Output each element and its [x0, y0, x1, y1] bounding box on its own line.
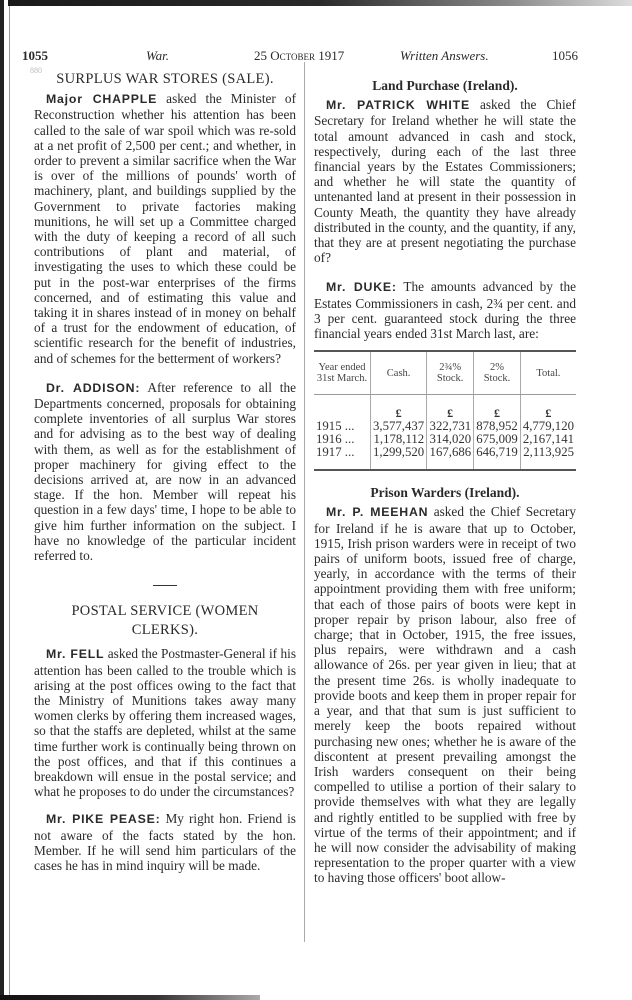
- answer-paragraph: [34, 380, 296, 563]
- section-title-postal-service: POSTAL SERVICE (WOMEN CLERKS).: [71, 603, 259, 639]
- table-cell: 322,731: [427, 420, 474, 433]
- land-purchase-advances-table: [314, 350, 576, 471]
- question-paragraph: [314, 97, 576, 265]
- speaker-name: Mr. PATRICK WHITE: [326, 98, 470, 113]
- question-paragraph: [34, 646, 296, 799]
- column-header-cash: Cash.: [371, 351, 427, 395]
- scan-top-edge: [8, 0, 632, 6]
- table-cell: 4,779,120: [520, 420, 576, 433]
- section-title-surplus-war-stores: SURPLUS WAR STORES (SALE).: [56, 71, 274, 87]
- answer-paragraph: [34, 811, 296, 873]
- column-divider: [304, 62, 305, 942]
- table-cell: £: [520, 395, 576, 421]
- speaker-name: Mr. PIKE PEASE:: [46, 812, 161, 827]
- table-cell: 1915 ...: [316, 419, 355, 434]
- table-cell: 167,686: [427, 446, 474, 470]
- table-cell: £: [474, 395, 521, 421]
- right-running-title: Written Answers.: [400, 48, 489, 63]
- running-header: [22, 48, 622, 68]
- table-cell: £: [371, 395, 427, 421]
- left-column: [34, 72, 296, 882]
- column-header-total: Total.: [520, 351, 576, 395]
- answer-text: The amounts advanced by the Estates Commissioners in cash, 2¾ per cent. and 3 per cent. guaranteed stock during the three financial years ended 31st March last, are:: [314, 279, 576, 342]
- left-running-title: War.: [146, 48, 170, 63]
- column-header-stock-2: 2% Stock.: [474, 351, 521, 395]
- speaker-name: Mr. P. MEEHAN: [326, 505, 429, 520]
- page-margin-line: [9, 6, 10, 1000]
- right-page-number: 1056: [552, 48, 578, 63]
- question-text: asked the Minister of Reconstruction whether his attention has been called to the sale of war spoil which was re-sold at a net profit of 2,500 per cent.; and whether, in order to prevent a similar sacrifice when the War is over of the millions of pounds' worth of machinery, plant, and buildings supplied by the Government to private factories making munitions, he will set up a Committee charged with the duty of keeping a record of all such contributions of plant and material, of investigating the uses to which these could be put in the post-war enterprises of the firms concerned, and of estimating this value and taking it in shares instead of in money on behalf of a trust for the endowment of education, of scientific research for the benefit of industries, and of schemes for the betterment of workers?: [34, 91, 296, 366]
- section-separator: [153, 585, 177, 586]
- question-text: asked the Postmaster-General if his attention has been called to the trouble which is arising at the post offices owing to the fact that the Ministry of Munitions takes away many women clerks by offering them increased wages, so that the staffs are depleted, whilst at the same time further work is continually being thrown on the post offices, and that if this continues a breakdown will ensue in the postal service; and what he proposes to do under the circumstances?: [34, 646, 296, 800]
- answer-text: My right hon. Friend is not aware of the facts stated by the hon. Member. If he will send him particulars of the cases he has in mind inquiry will be made.: [34, 811, 296, 873]
- table-cell: 2,167,141: [520, 433, 576, 446]
- table-cell: 878,952: [474, 420, 521, 433]
- speaker-name: Major CHAPPLE: [46, 92, 158, 107]
- currency-row: [314, 395, 576, 421]
- section-title-prison-warders: Prison Warders (Ireland).: [370, 485, 520, 501]
- table-row: [314, 446, 576, 470]
- table-cell: 675,009: [474, 433, 521, 446]
- table-header-row: [314, 351, 576, 395]
- table-cell: 1917 ...: [316, 445, 355, 460]
- table-cell: 1,178,112: [371, 433, 427, 446]
- speaker-name: Dr. ADDISON:: [46, 380, 141, 395]
- question-paragraph: [314, 504, 576, 885]
- right-column: [314, 78, 576, 895]
- table-cell: 314,020: [427, 433, 474, 446]
- table-cell: 646,719: [474, 446, 521, 470]
- answer-paragraph: [314, 279, 576, 341]
- question-text: asked the Chief Secretary for Ireland if he is aware that up to October, 1915, Irish prison warders were in receipt of two pairs of uniform boots, issued free of charge, yearly, in accordance with the terms of their appointment providing them with free uniform; that each of those pairs of boots were kept in proper repair by prison labour, also free of charge; that in October, 1915, the free issues, plus repairs, were withdrawn and a cash allowance of 26s. per year given in lieu; that at the present time 26s. is wholly inadequate to provide boots and keep them in proper repair for a year, and that that sum is just sufficient to merely keep the boots repaired without purchasing new ones; whether he is aware of the discontent at present prevailing amongst the Irish warders consequent on their being compelled to utilise a portion of their salary to provide themselves with what they are legally and rightly entitled to be supplied with free by virtue of the terms of their appointment; and if he will now consider the advisability of making representation to the proper quarter with a view to having those officers' boot allow-: [314, 504, 576, 886]
- question-text: asked the Chief Secretary for Ireland whether he will state the total amount advanced in cash and stock, respectively, during each of the last three financial years by the Estates Commissioners; and whether he will state the quantity of untenanted land at present in their possession in County Meath, the quantity they have already distributed in the county, and the quantity, if any, that they are at present negotiating the purchase of?: [314, 97, 576, 266]
- table-cell: 1,299,520: [371, 446, 427, 470]
- table-cell: £: [427, 395, 474, 421]
- column-header-stock-2-75: 2¾% Stock.: [427, 351, 474, 395]
- table-cell: 1916 ...: [316, 432, 355, 447]
- left-page-number: 1055: [22, 48, 48, 63]
- section-title-land-purchase: Land Purchase (Ireland).: [372, 78, 518, 93]
- column-header-year: Year ended 31st March.: [314, 351, 371, 395]
- table-cell: 2,113,925: [520, 446, 576, 470]
- table-cell: [314, 395, 371, 421]
- speaker-name: Mr. DUKE:: [326, 280, 397, 295]
- page-stamp: 880: [30, 66, 42, 75]
- scan-left-edge: [0, 0, 4, 1000]
- question-paragraph: [34, 91, 296, 366]
- speaker-name: Mr. FELL: [46, 647, 105, 662]
- scan-bottom-edge: [0, 995, 260, 1000]
- header-date: 25 October 1917: [254, 48, 345, 63]
- table-cell: 3,577,437: [371, 420, 427, 433]
- answer-text: After reference to all the Departments concerned, proposals for obtaining complete inventories of all surplus War stores and for advising as to the best way of dealing with them, as well as for the establishment of proper machinery for giving effect to the decisions arrived at, are now in an advanced stage. If the hon. Member will repeat his question in a few days' time, I hope to be able to give him further information on the subject. I have no knowledge of the particular incident referred to.: [34, 379, 297, 564]
